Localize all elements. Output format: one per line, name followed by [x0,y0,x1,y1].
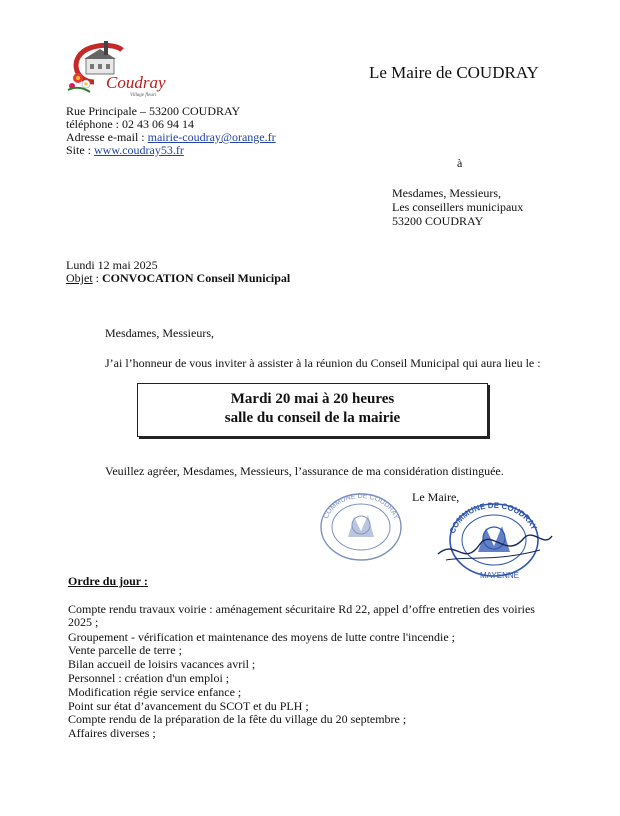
letter-closing: Veuillez agréer, Mesdames, Messieurs, l’assurance de ma considération distinguée. [105,464,504,478]
meeting-date: Mardi 20 mai à 20 heures [230,391,395,407]
address-site-row [66,144,184,157]
letter-intro: J’ai l’honneur de vous inviter à assister à la réunion du Conseil Municipal qui aura lieu le : [105,356,541,370]
agenda-item: Groupement - vérification et maintenance des moyens de lutte contre l'incendie ; [68,630,456,644]
agenda-item: Compte rendu de la préparation de la fête du village du 20 septembre ; [68,712,407,726]
meeting-box [137,383,488,437]
stamp-left [318,491,404,563]
email-link[interactable]: mairie-coudray@orange.fr [147,130,276,144]
stamp-left-text: COMMUNE DE COUDRAY [322,492,400,521]
recipient-line2: Les conseillers municipaux [392,200,524,214]
recipient-a: à [457,156,463,170]
stamp-right [436,498,556,584]
letter-salutation: Mesdames, Messieurs, [105,326,214,340]
recipient-line1: Mesdames, Messieurs, [392,186,501,200]
agenda-item: 2025 ; [68,615,99,629]
agenda-title: Ordre du jour : [68,574,148,588]
stamp-right-bottom: MAYENNE [480,571,519,580]
coudray-logo-graphic [64,38,176,100]
address-street: Rue Principale – 53200 COUDRAY [66,104,241,118]
agenda-item: Vente parcelle de terre ; [68,643,182,657]
stamp-right-graphic [436,498,556,584]
agenda-item: Point sur état d’avancement du SCOT et du PLH ; [68,699,309,713]
svg-text:COMMUNE DE COUDRAY [448,501,539,535]
email-label: Adresse e-mail : [66,130,148,144]
site-label: Site : [66,143,95,157]
stamp-left-graphic [318,491,404,563]
svg-text:COMMUNE DE COUDRAY [323,493,400,521]
object-sep: : [92,271,103,285]
recipient-line3: 53200 COUDRAY [392,214,484,228]
letter-object [66,272,290,285]
object-text: CONVOCATION Conseil Municipal [102,271,291,285]
agenda-item: Bilan accueil de loisirs vacances avril ; [68,657,256,671]
meeting-location: salle du conseil de la mairie [224,410,401,426]
letter-date: Lundi 12 mai 2025 [66,258,158,272]
object-label: Objet [66,271,93,285]
signature-label: Le Maire, [412,490,460,504]
agenda-item: Compte rendu travaux voirie : aménagement sécuritaire Rd 22, appel d’offre entretien des voiries [68,602,535,616]
agenda-item: Modification régie service enfance ; [68,685,242,699]
logo-text: Coudray [106,73,166,92]
stamp-right-text: COMMUNE DE COUDRAY [447,500,539,535]
coudray-logo [64,38,176,100]
site-link[interactable]: www.coudray53.fr [94,143,184,157]
agenda-item: Personnel : création d'un emploi ; [68,671,230,685]
agenda-item: Affaires diverses ; [68,726,156,740]
logo-subtext: Village fleuri [130,93,157,98]
address-phone: téléphone : 02 43 06 94 14 [66,117,194,131]
mayor-title: Le Maire de COUDRAY [369,63,539,82]
